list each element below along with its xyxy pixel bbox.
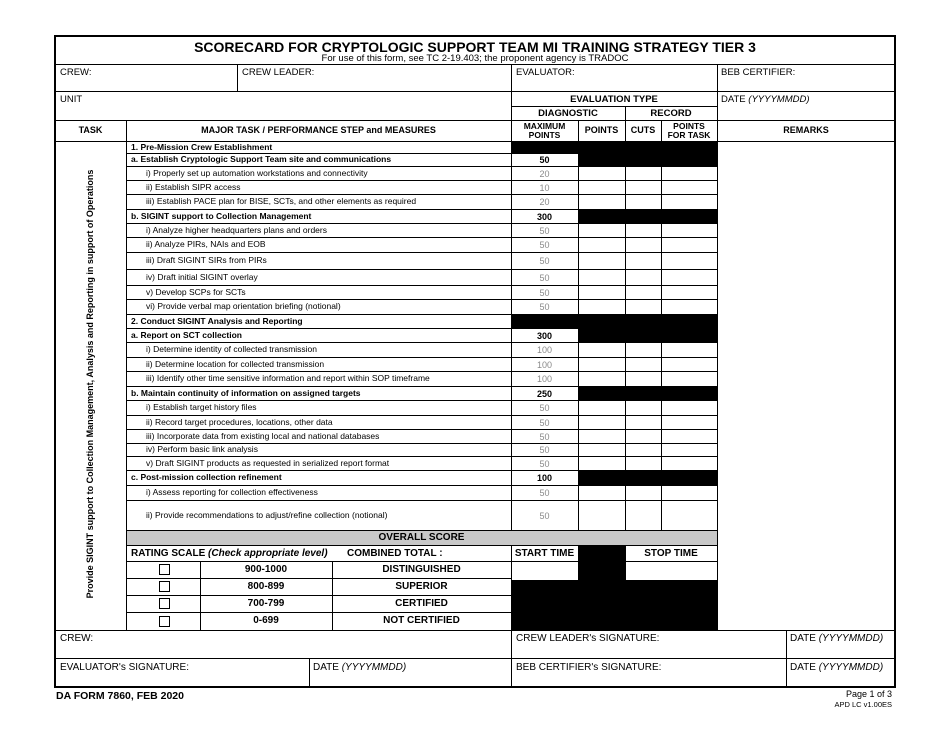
start-time-label: START TIME bbox=[514, 548, 575, 559]
table-row bbox=[126, 371, 717, 386]
points-for-task-input[interactable] bbox=[661, 238, 717, 252]
table-row bbox=[126, 328, 717, 342]
performance-step: iii) Identify other time sensitive information and report within SOP timeframe bbox=[146, 373, 430, 383]
performance-step: v) Develop SCPs for SCTs bbox=[146, 287, 246, 297]
cuts-input[interactable] bbox=[625, 181, 661, 194]
cuts-input[interactable] bbox=[625, 501, 661, 530]
table-row bbox=[126, 269, 717, 285]
stop-time-label: STOP TIME bbox=[644, 548, 698, 559]
points-input[interactable] bbox=[578, 457, 625, 470]
performance-step: i) Determine identity of collected transmission bbox=[146, 344, 318, 354]
table-row bbox=[126, 500, 717, 530]
points-input[interactable] bbox=[578, 501, 625, 530]
performance-step: iii) Incorporate data from existing local and national databases bbox=[146, 431, 380, 441]
table-row bbox=[126, 429, 717, 443]
points-for-task-input[interactable] bbox=[661, 167, 717, 180]
rating-range: 700-799 bbox=[247, 598, 285, 609]
max-points-value: 50 bbox=[539, 403, 550, 413]
max-points-value: 100 bbox=[536, 360, 553, 370]
col-major-task: MAJOR TASK / PERFORMANCE STEP and MEASURES bbox=[201, 125, 436, 135]
table-row bbox=[126, 141, 717, 153]
table-row bbox=[126, 386, 717, 400]
task-heading: b. SIGINT support to Collection Management bbox=[131, 211, 312, 221]
points-for-task-input[interactable] bbox=[661, 270, 717, 285]
points-for-task-input[interactable] bbox=[661, 486, 717, 500]
rating-label: CERTIFIED bbox=[395, 598, 448, 609]
cuts-input[interactable] bbox=[625, 444, 661, 456]
max-points-value: 50 bbox=[539, 488, 550, 498]
table-row bbox=[126, 470, 717, 485]
points-for-task-input[interactable] bbox=[661, 195, 717, 209]
max-points-value: 50 bbox=[539, 155, 550, 165]
points-input[interactable] bbox=[578, 286, 625, 299]
evaluator-signature-field[interactable]: EVALUATOR's SIGNATURE: bbox=[60, 662, 189, 673]
crew-leader-date-field[interactable]: DATE (YYYYMMDD) bbox=[790, 633, 884, 644]
performance-step: ii) Record target procedures, locations, other data bbox=[146, 417, 333, 427]
max-points-value: 50 bbox=[539, 459, 550, 469]
cuts-input[interactable] bbox=[625, 300, 661, 314]
rating-checkbox[interactable] bbox=[159, 616, 170, 627]
col-points-for-task: POINTS FOR TASK bbox=[667, 121, 711, 140]
max-points-value: 50 bbox=[539, 226, 550, 236]
performance-step: i) Analyze higher headquarters plans and orders bbox=[146, 225, 327, 235]
table-row bbox=[126, 194, 717, 209]
table-row bbox=[126, 166, 717, 180]
max-points-value: 100 bbox=[536, 374, 553, 384]
date-field[interactable] bbox=[721, 95, 810, 105]
points-input[interactable] bbox=[578, 372, 625, 386]
combined-total-label: COMBINED TOTAL : bbox=[347, 548, 443, 559]
points-input[interactable] bbox=[578, 224, 625, 237]
cuts-input[interactable] bbox=[625, 270, 661, 285]
max-points-value: 300 bbox=[536, 331, 553, 341]
diagnostic-option[interactable]: DIAGNOSTIC bbox=[538, 108, 598, 119]
points-for-task-input[interactable] bbox=[661, 343, 717, 357]
evaluation-type-label: EVALUATION TYPE bbox=[570, 94, 658, 105]
table-row bbox=[126, 252, 717, 269]
col-cuts: CUTS bbox=[630, 125, 656, 135]
points-for-task-input[interactable] bbox=[661, 457, 717, 470]
cuts-input[interactable] bbox=[625, 224, 661, 237]
performance-step: ii) Establish SIPR access bbox=[146, 182, 241, 192]
col-points: POINTS bbox=[584, 125, 619, 135]
performance-step: iv) Draft initial SIGINT overlay bbox=[146, 272, 258, 282]
footer-crew-field[interactable]: CREW: bbox=[60, 633, 94, 644]
table-row bbox=[126, 443, 717, 456]
cuts-input[interactable] bbox=[625, 401, 661, 415]
performance-step: vi) Provide verbal map orientation briefing (notional) bbox=[146, 301, 341, 311]
points-input[interactable] bbox=[578, 300, 625, 314]
points-input[interactable] bbox=[578, 270, 625, 285]
points-input[interactable] bbox=[578, 444, 625, 456]
page-number: Page 1 of 3 bbox=[845, 689, 892, 699]
rating-range: 800-899 bbox=[247, 581, 285, 592]
task-heading: 2. Conduct SIGINT Analysis and Reporting bbox=[131, 316, 303, 326]
cuts-input[interactable] bbox=[625, 372, 661, 386]
max-points-value: 50 bbox=[539, 302, 550, 312]
record-option[interactable]: RECORD bbox=[650, 108, 692, 119]
task-heading: b. Maintain continuity of information on assigned targets bbox=[131, 388, 361, 398]
performance-step: iii) Draft SIGINT SIRs from PIRs bbox=[146, 255, 267, 265]
performance-step: iii) Establish PACE plan for BISE, SCTs, and other elements as required bbox=[146, 196, 417, 206]
points-for-task-input[interactable] bbox=[661, 253, 717, 269]
cuts-input[interactable] bbox=[625, 457, 661, 470]
points-input[interactable] bbox=[578, 343, 625, 357]
points-for-task-input[interactable] bbox=[661, 416, 717, 429]
unit-field[interactable]: UNIT bbox=[60, 94, 83, 105]
table-row bbox=[126, 357, 717, 371]
rating-checkbox[interactable] bbox=[159, 564, 170, 575]
points-input[interactable] bbox=[578, 195, 625, 209]
points-for-task-input[interactable] bbox=[661, 501, 717, 530]
rating-scale-label: RATING SCALE (Check appropriate level) bbox=[131, 548, 328, 559]
rating-range: 900-1000 bbox=[244, 564, 288, 575]
max-points-value: 50 bbox=[539, 445, 550, 455]
points-for-task-input[interactable] bbox=[661, 372, 717, 386]
cuts-input[interactable] bbox=[625, 486, 661, 500]
table-row bbox=[126, 285, 717, 299]
max-points-value: 50 bbox=[539, 432, 550, 442]
max-points-value: 20 bbox=[539, 197, 550, 207]
date-format: (YYYYMMDD) bbox=[748, 94, 810, 105]
points-for-task-input[interactable] bbox=[661, 444, 717, 456]
performance-step: v) Draft SIGINT products as requested in serialized report format bbox=[146, 458, 390, 468]
table-row bbox=[126, 299, 717, 314]
table-row bbox=[126, 153, 717, 166]
max-points-value: 300 bbox=[536, 212, 553, 222]
col-remarks: REMARKS bbox=[783, 125, 829, 135]
crew-leader-signature-field[interactable]: CREW LEADER's SIGNATURE: bbox=[516, 633, 660, 644]
max-points-value: 50 bbox=[539, 240, 550, 250]
rating-label: DISTINGUISHED bbox=[382, 564, 461, 575]
crew-leader-field[interactable]: CREW LEADER: bbox=[242, 67, 315, 78]
table-row bbox=[126, 342, 717, 357]
table-row bbox=[126, 415, 717, 429]
beb-certifier-signature-field[interactable]: BEB CERTIFIER's SIGNATURE: bbox=[516, 662, 662, 673]
points-input[interactable] bbox=[578, 181, 625, 194]
task-description: Provide SIGINT support to Collection Management, Analysis and Reporting in support of Operations bbox=[85, 169, 95, 599]
performance-step: iv) Perform basic link analysis bbox=[146, 444, 258, 454]
max-points-value: 50 bbox=[539, 418, 550, 428]
points-input[interactable] bbox=[578, 358, 625, 371]
points-for-task-input[interactable] bbox=[661, 224, 717, 237]
performance-step: ii) Determine location for collected transmission bbox=[146, 359, 325, 369]
rating-range: 0-699 bbox=[253, 615, 279, 626]
rating-label: SUPERIOR bbox=[395, 581, 448, 592]
crew-field[interactable]: CREW: bbox=[60, 67, 92, 78]
evaluator-field[interactable]: EVALUATOR: bbox=[516, 67, 575, 78]
col-max-points: MAXIMUM POINTS bbox=[523, 121, 566, 140]
table-row bbox=[126, 237, 717, 252]
task-heading: c. Post-mission collection refinement bbox=[131, 472, 282, 482]
performance-step: i) Assess reporting for collection effectiveness bbox=[146, 487, 318, 497]
performance-step: ii) Analyze PIRs, NAIs and EOB bbox=[146, 239, 266, 249]
cuts-input[interactable] bbox=[625, 286, 661, 299]
max-points-value: 250 bbox=[536, 389, 553, 399]
points-input[interactable] bbox=[578, 416, 625, 429]
overall-score-label: OVERALL SCORE bbox=[378, 532, 465, 543]
points-input[interactable] bbox=[578, 253, 625, 269]
task-heading: a. Establish Cryptologic Support Team site and communications bbox=[131, 154, 392, 164]
performance-step: i) Establish target history files bbox=[146, 402, 257, 412]
points-input[interactable] bbox=[578, 167, 625, 180]
cuts-input[interactable] bbox=[625, 416, 661, 429]
cuts-input[interactable] bbox=[625, 358, 661, 371]
cuts-input[interactable] bbox=[625, 253, 661, 269]
max-points-value: 100 bbox=[536, 473, 553, 483]
cuts-input[interactable] bbox=[625, 167, 661, 180]
evaluator-date-field[interactable]: DATE (YYYYMMDD) bbox=[313, 662, 407, 673]
col-task: TASK bbox=[78, 125, 103, 135]
max-points-value: 50 bbox=[539, 511, 550, 521]
task-heading: a. Report on SCT collection bbox=[131, 330, 242, 340]
max-points-value: 50 bbox=[539, 256, 550, 266]
max-points-value: 10 bbox=[539, 183, 550, 193]
form-title: SCORECARD FOR CRYPTOLOGIC SUPPORT TEAM MI TRAINING STRATEGY TIER 3 bbox=[194, 39, 756, 55]
max-points-value: 20 bbox=[539, 169, 550, 179]
table-row bbox=[126, 180, 717, 194]
points-input[interactable] bbox=[578, 430, 625, 443]
task-heading: 1. Pre-Mission Crew Establishment bbox=[131, 142, 273, 152]
rating-checkbox[interactable] bbox=[159, 598, 170, 609]
points-for-task-input[interactable] bbox=[661, 300, 717, 314]
points-input[interactable] bbox=[578, 486, 625, 500]
table-row bbox=[126, 209, 717, 223]
table-row bbox=[126, 223, 717, 237]
performance-step: i) Properly set up automation workstations and connectivity bbox=[146, 168, 368, 178]
points-for-task-input[interactable] bbox=[661, 401, 717, 415]
table-row bbox=[126, 456, 717, 470]
form-version: APD LC v1.00ES bbox=[834, 700, 892, 709]
rating-checkbox[interactable] bbox=[159, 581, 170, 592]
cuts-input[interactable] bbox=[625, 238, 661, 252]
max-points-value: 100 bbox=[536, 345, 553, 355]
points-input[interactable] bbox=[578, 401, 625, 415]
points-for-task-input[interactable] bbox=[661, 286, 717, 299]
table-row bbox=[126, 400, 717, 415]
max-points-value: 50 bbox=[539, 273, 550, 283]
form-subtitle: For use of this form, see TC 2-19.403; the proponent agency is TRADOC bbox=[321, 53, 629, 64]
max-points-value: 50 bbox=[539, 288, 550, 298]
points-for-task-input[interactable] bbox=[661, 430, 717, 443]
cuts-input[interactable] bbox=[625, 430, 661, 443]
table-row bbox=[126, 314, 717, 328]
date-label: DATE bbox=[721, 94, 746, 105]
beb-date-field[interactable]: DATE (YYYYMMDD) bbox=[790, 662, 884, 673]
table-row bbox=[126, 485, 717, 500]
cuts-input[interactable] bbox=[625, 195, 661, 209]
cuts-input[interactable] bbox=[625, 343, 661, 357]
form-id: DA FORM 7860, FEB 2020 bbox=[56, 690, 184, 702]
rating-label: NOT CERTIFIED bbox=[383, 615, 460, 626]
points-for-task-input[interactable] bbox=[661, 181, 717, 194]
points-input[interactable] bbox=[578, 238, 625, 252]
points-for-task-input[interactable] bbox=[661, 358, 717, 371]
performance-step: ii) Provide recommendations to adjust/refine collection (notional) bbox=[146, 510, 388, 520]
beb-certifier-field[interactable]: BEB CERTIFIER: bbox=[721, 67, 796, 78]
